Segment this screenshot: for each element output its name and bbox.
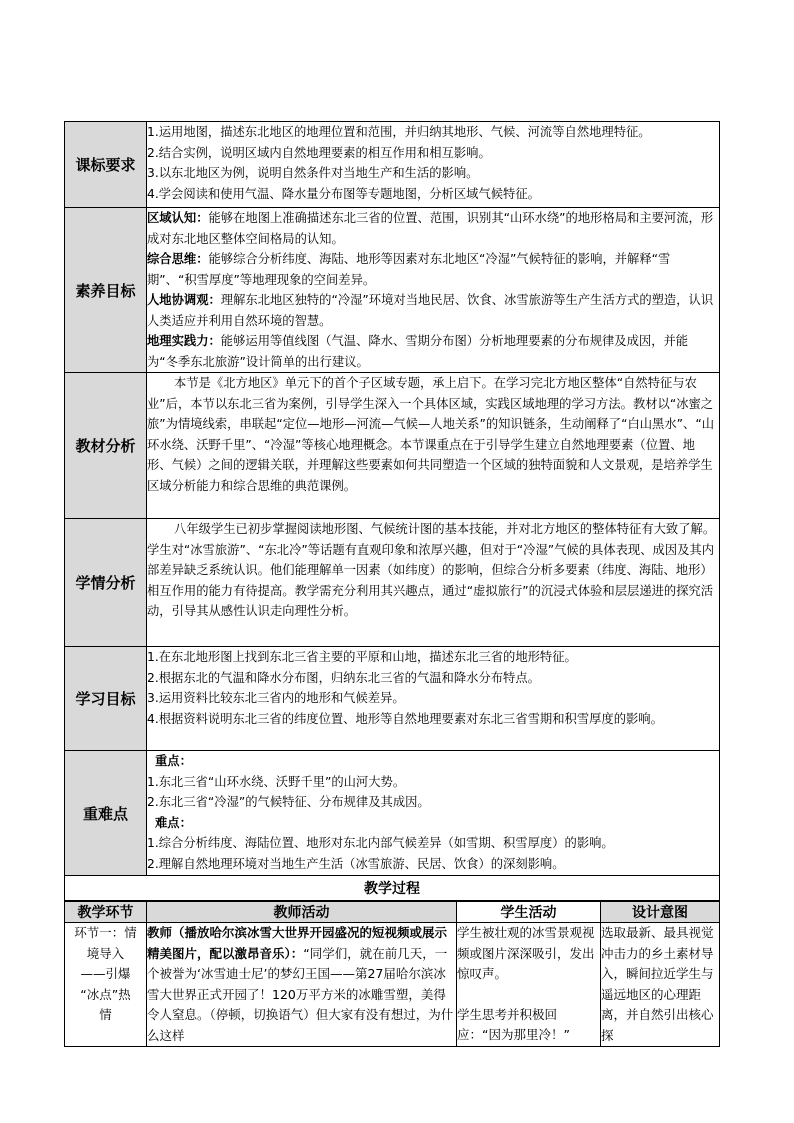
intent-text: 选取最新、最具视觉冲击力的乡土素材导入，瞬间拉近学生与遥远地区的心理距离，并自然引出核心探 xyxy=(601,925,714,1043)
objectives-content xyxy=(147,647,720,751)
student-activity: 学生思考并积极回应：“因为那里冷！” xyxy=(457,1006,570,1042)
material-content xyxy=(147,373,720,519)
literacy-text: 能够运用等值线图（气温、降水、雪期分布图）分析地理要素的分布规律及成因，并能为“冬季东北旅游”设计简单的出行建议。 xyxy=(147,334,689,369)
hard-line: 2.理解自然地理环境对当地生产生活（冰雪旅游、民居、饮食）的深刻影响。 xyxy=(147,856,565,871)
process-title: 教学过程 xyxy=(65,876,720,901)
hard-line: 1.综合分析纬度、海陆位置、地形对东北内部气候差异（如雪期、积雪厚度）的影响。 xyxy=(147,836,614,850)
literacy-item xyxy=(147,208,719,249)
literacy-text: 能够综合分析纬度、海陆、地形等因素对东北地区“冷湿”气候特征的影响，并解释“雪期”、“积雪厚度”等地理现象的空间差异。 xyxy=(147,252,671,287)
literacy-label: 素养目标 xyxy=(65,208,147,373)
teacher-direction: 教师（播放哈尔滨冰雪大世界开园盛况的短视频或展示精美图片，配以激昂音乐）： xyxy=(147,925,448,961)
stage-line: 情 xyxy=(99,1007,112,1022)
header-stage: 教学环节 xyxy=(65,902,147,923)
hard-title: 难点： xyxy=(155,815,192,830)
key-line: 2.东北三省“冷湿”的气候特征、分布规律及其成因。 xyxy=(147,795,430,809)
literacy-item xyxy=(147,331,719,372)
teacher-speech: “同学们，就在前几天，一个被誉为‘冰雪迪士尼’的梦幻王国——第27届哈尔滨冰雪大世界正式开园了！120万平方米的冰雕雪塑，美得令人窒息。（停顿，切换语气）但大家有没有想过，为什么这样 xyxy=(147,945,454,1043)
student-activity: 学生被壮观的冰雪景观视频或图片深深吸引，发出惊叹声。 xyxy=(457,925,595,981)
keypoints-label: 重难点 xyxy=(65,751,147,876)
material-row xyxy=(65,373,720,519)
standards-label: 课标要求 xyxy=(65,122,147,208)
keypoints-content xyxy=(147,751,720,876)
stage-line: ——引爆 xyxy=(80,966,131,981)
header-intent: 设计意图 xyxy=(601,902,720,923)
material-label: 教材分析 xyxy=(65,373,147,519)
literacy-text: 能够在地图上准确描述东北三省的位置、范围，识别其“山环水绕”的地形格局和主要河流，形成对东北地区整体空间格局的认知。 xyxy=(147,211,714,246)
literacy-content xyxy=(147,208,720,373)
process-teacher xyxy=(147,923,457,1047)
objectives-row xyxy=(65,647,720,751)
standards-line: 1.运用地图，描述东北地区的地理位置和范围，并归纳其地形、气候、河流等自然地理特征。 xyxy=(147,125,651,139)
material-text: 本节是《北方地区》单元下的首个子区域专题，承上启下。在学习完北方地区整体“自然特征与农业”后，本节以东北三省为案例，引导学生深入一个具体区域，实践区域地理的学习方法。教材以“冰蜜之旅”为情境线索，串联起“定位—地形—河流—气候—人地关系”的知识链条，生动阐释了“白山黑水”、“山环水绕、沃野千里”、“冷湿”等核心地理概念。本节课重点在于引导学生建立自然地理要素（位置、地形、气候）之间的逻辑关联，并理解这些要素如何共同塑造一个区域的独特面貌和人文景观，是培养学生区域分析能力和综合思维的典范课例。 xyxy=(147,376,714,493)
literacy-term: 地理实践力： xyxy=(147,334,221,348)
objectives-label: 学习目标 xyxy=(65,647,147,751)
process-header-row xyxy=(65,902,720,923)
learners-label: 学情分析 xyxy=(65,519,147,647)
literacy-term: 区域认知： xyxy=(147,211,209,225)
standards-line: 3.以东北地区为例，说明自然条件对当地生产和生活的影响。 xyxy=(147,166,479,180)
stage-line: 环节一：情 xyxy=(74,925,137,940)
process-intent xyxy=(601,923,720,1047)
process-stage xyxy=(65,923,147,1047)
objectives-line: 3.运用资料比较东北三省内的地形和气候差异。 xyxy=(147,691,405,705)
literacy-item xyxy=(147,290,719,331)
process-title-row xyxy=(65,876,720,901)
standards-line: 2.结合实例，说明区域内自然地理要素的相互作用和相互影响。 xyxy=(147,145,491,160)
literacy-text: 理解东北地区独特的“冷湿”环境对当地民居、饮食、冰雪旅游等生产生活方式的塑造，认识人类适应并利用自然环境的智慧。 xyxy=(147,293,714,328)
keypoints-row xyxy=(65,751,720,876)
standards-content xyxy=(147,122,720,208)
literacy-term: 综合思维： xyxy=(147,252,209,266)
learners-text: 八年级学生已初步掌握阅读地形图、气候统计图的基本技能，并对北方地区的整体特征有大致了解。学生对“冰雪旅游”、“东北冷”等话题有直观印象和浓厚兴趣，但对于“冷湿”气候的具体表现、成因及其内部差异缺乏系统认识。他们能理解单一因素（如纬度）的影响，但综合分析多要素（纬度、海陆、地形）相互作用的能力有待提高。教学需充分利用其兴趣点，通过“虚拟旅行”的沉浸式体验和层层递进的探究活动，引导其从感性认识走向理性分析。 xyxy=(147,522,716,618)
header-student: 学生活动 xyxy=(457,902,601,923)
standards-line: 4.学会阅读和使用气温、降水量分布图等专题地图，分析区域气候特征。 xyxy=(147,186,540,201)
key-title: 重点： xyxy=(155,754,192,768)
literacy-item xyxy=(147,249,719,290)
learners-row xyxy=(65,519,720,647)
standards-row xyxy=(65,122,720,208)
objectives-line: 1.在东北地形图上找到东北三省主要的平原和山地，描述东北三省的地形特征。 xyxy=(147,650,577,664)
literacy-row xyxy=(65,208,720,373)
process-student xyxy=(457,923,601,1047)
lesson-plan-page xyxy=(64,121,719,1047)
process-row xyxy=(65,923,720,1047)
lesson-plan-table xyxy=(64,121,720,901)
learners-content xyxy=(147,519,720,647)
objectives-line: 4.根据资料说明东北三省的纬度位置、地形等自然地理要素对东北三省雪期和积雪厚度的影响。 xyxy=(147,711,663,726)
process-table xyxy=(64,901,720,1047)
objectives-line: 2.根据东北的气温和降水分布图，归纳东北三省的气温和降水分布特点。 xyxy=(147,670,540,685)
key-line: 1.东北三省“山环水绕、沃野千里”的山河大势。 xyxy=(147,774,406,789)
stage-line: 境导入 xyxy=(86,945,125,961)
literacy-term: 人地协调观： xyxy=(147,293,221,307)
stage-line: “冰点”热 xyxy=(80,986,131,1002)
header-teacher: 教师活动 xyxy=(147,902,457,923)
